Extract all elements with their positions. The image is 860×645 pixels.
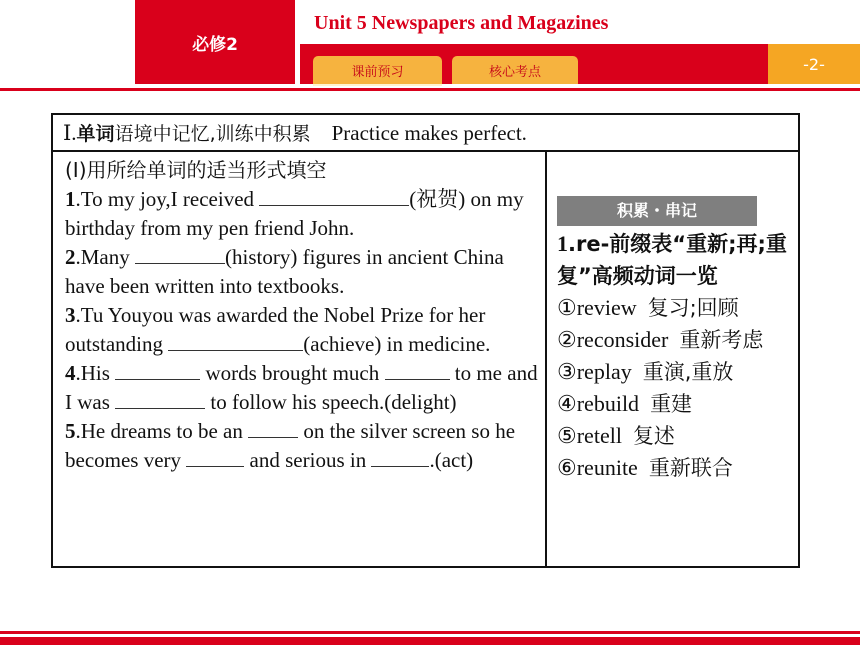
list-item: ④rebuild 重建 [557, 391, 693, 416]
question-2: 2.Many (history) figures in ancient China have been written into textbooks. [65, 245, 504, 298]
heading-bold: 单词 [76, 123, 115, 145]
question-3: 3.Tu Youyou was awarded the Nobel Prize for her outstanding (achieve) in medicine. [65, 303, 491, 356]
question-4: 4.His words brought much to me and I was to follow his speech.(delight) [65, 361, 538, 414]
answer-blank[interactable] [248, 419, 298, 438]
list-item: ⑥reunite 重新联合 [557, 455, 733, 480]
top-left-blank [0, 0, 135, 84]
exercise-column [53, 152, 547, 566]
tab-core-points[interactable]: 核心考点 [452, 56, 578, 84]
list-item: ③replay 重演,重放 [557, 359, 734, 384]
prefix-rule: 1.re-前缀表“重新;再;重复”高频动词一览 [557, 231, 787, 288]
heading-roman: Ⅰ. [63, 121, 77, 145]
tab-preview[interactable]: 课前预习 [313, 56, 442, 86]
exercise-box [51, 113, 800, 568]
page-number: -2- [768, 44, 860, 84]
heading-cn: 语境中记忆,训练中积累 [114, 123, 311, 145]
question-5: 5.He dreams to be an on the silver screen so he becomes very and serious in .(act) [65, 419, 516, 472]
list-item: ①review 复习;回顾 [557, 295, 739, 320]
answer-blank[interactable] [371, 448, 429, 467]
answer-blank[interactable] [385, 361, 450, 380]
answer-blank[interactable] [259, 187, 409, 206]
answer-blank[interactable] [135, 245, 225, 264]
instruction: (Ⅰ)用所给单词的适当形式填空 [65, 158, 327, 182]
accumulation-badge: 积累・串记 [557, 196, 757, 226]
list-item: ②reconsider 重新考虑 [557, 327, 764, 352]
header-divider [0, 88, 860, 91]
heading-en: Practice makes perfect. [331, 121, 527, 145]
answer-blank[interactable] [115, 390, 205, 409]
footer-divider [0, 631, 860, 634]
footer-bar [0, 637, 860, 645]
book-label: 必修2 [135, 0, 295, 84]
list-item: ⑤retell 复述 [557, 423, 675, 448]
answer-blank[interactable] [115, 361, 200, 380]
answer-blank[interactable] [186, 448, 244, 467]
section-heading [53, 115, 798, 152]
answer-blank[interactable] [168, 332, 303, 351]
question-1: 1.To my joy,I received (祝贺) on my birthday from my pen friend John. [65, 187, 524, 240]
unit-title: Unit 5 Newspapers and Magazines [314, 12, 609, 34]
accumulation-column [547, 152, 798, 566]
